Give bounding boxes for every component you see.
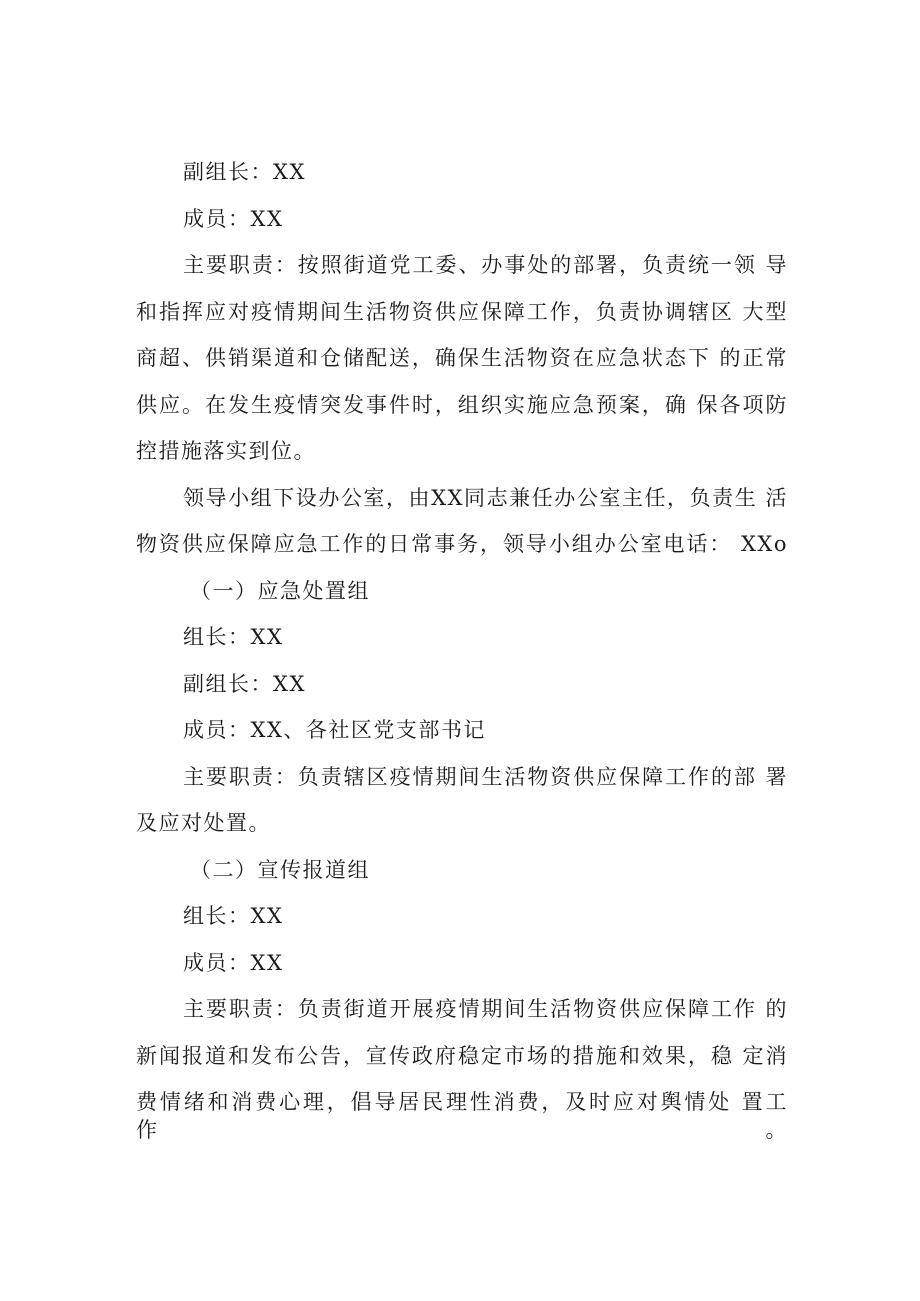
duties-paragraph-line: 和指挥应对疫情期间生活物资供应保障工作，负责协调辖区 大型 bbox=[136, 300, 788, 324]
duties-paragraph-line: 费情绪和消费心理，倡导居民理性消费，及时应对舆情处 置工作。 bbox=[136, 1090, 788, 1142]
section-heading-emergency: （一）应急处置组 bbox=[190, 579, 370, 603]
duties-paragraph-line: 供应。在发生疫情突发事件时，组织实施应急预案，确 保各项防 bbox=[136, 393, 788, 417]
duties-paragraph-line: 及应对处置。 bbox=[136, 811, 271, 835]
duties-paragraph-line: 主要职责：负责街道开展疫情期间生活物资供应保障工作 的 bbox=[183, 997, 788, 1021]
duties-paragraph-line: 新闻报道和发布公告，宣传政府稳定市场的措施和效果，稳 定消 bbox=[136, 1044, 788, 1068]
section-heading-publicity: （二）宣传报道组 bbox=[190, 858, 370, 882]
duties-paragraph-line: 商超、供销渠道和仓储配送，确保生活物资在应急状态下 的正常 bbox=[136, 346, 788, 370]
members-line: 成员：XX bbox=[183, 951, 284, 975]
deputy-leader-line: 副组长：XX bbox=[183, 160, 306, 184]
office-paragraph-line: 领导小组下设办公室，由XX同志兼任办公室主任，负责生 活 bbox=[183, 486, 788, 510]
duties-paragraph-line: 主要职责：按照街道党工委、办事处的部署，负责统一领 导 bbox=[183, 253, 788, 277]
leader-line: 组长：XX bbox=[183, 904, 284, 928]
leader-line: 组长：XX bbox=[183, 625, 284, 649]
deputy-leader-line: 副组长：XX bbox=[183, 672, 306, 696]
office-paragraph-line: 物资供应保障应急工作的日常事务，领导小组办公室电话： XXo bbox=[136, 532, 788, 556]
members-line: 成员：XX、各社区党支部书记 bbox=[183, 718, 486, 742]
members-line: 成员：XX bbox=[183, 207, 284, 231]
duties-paragraph-line: 控措施落实到位。 bbox=[136, 439, 316, 463]
duties-paragraph-line: 主要职责：负责辖区疫情期间生活物资供应保障工作的部 署 bbox=[183, 765, 788, 789]
